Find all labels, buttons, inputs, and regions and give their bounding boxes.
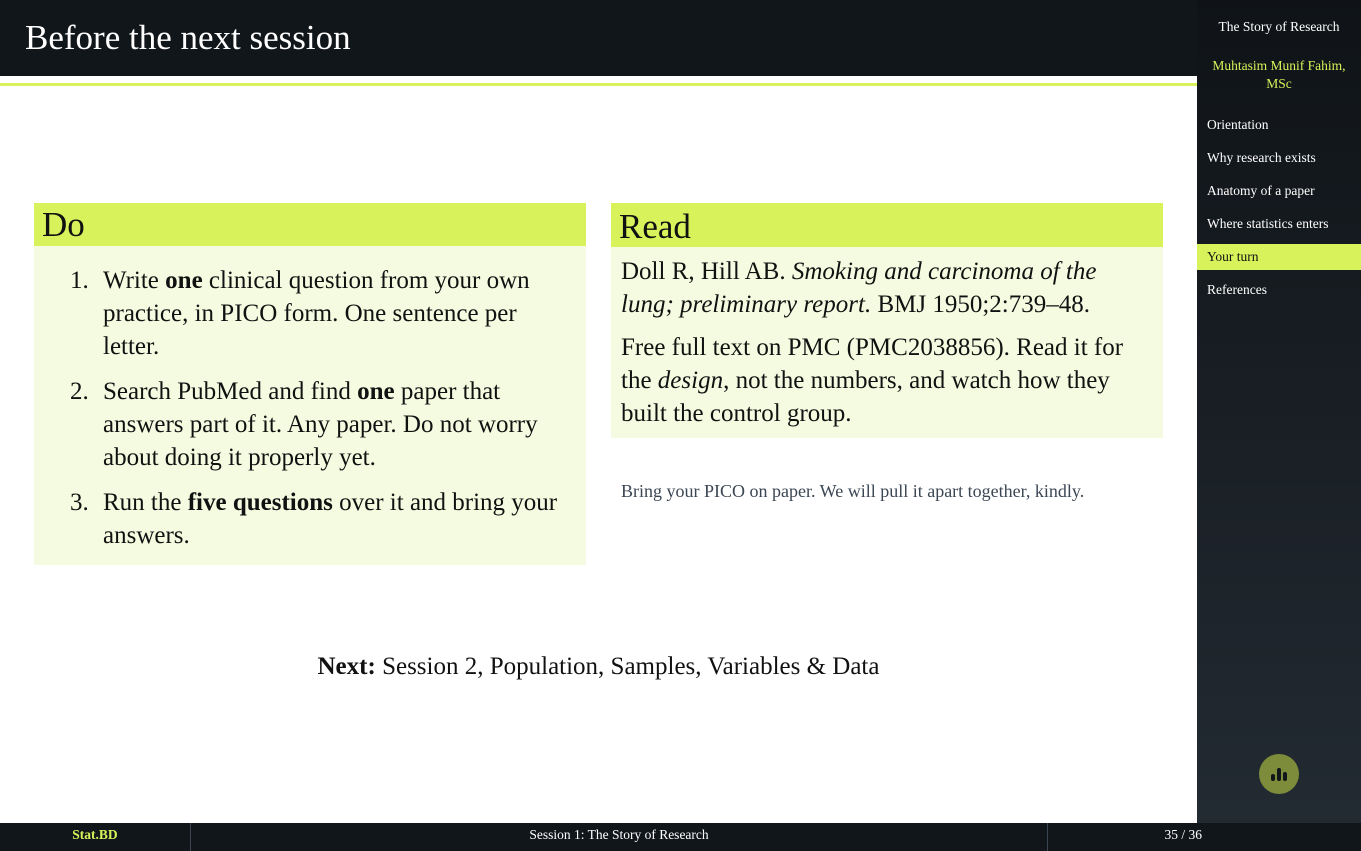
list-item [34,375,586,474]
header-divider [0,83,1197,86]
footer [0,823,1361,851]
list-item [34,486,586,552]
page-number: 35 / 36 [1164,827,1202,842]
read-text-emphasis: design [657,367,724,394]
do-block [34,203,586,565]
next-session [0,653,1197,681]
sidebar-presentation-title: The Story of Research [1218,19,1340,34]
sidebar-nav [1197,112,1361,310]
list-text: Search PubMed and find [103,378,358,405]
next-label: Next: [317,653,376,680]
read-block-body [611,247,1163,430]
list-number: 1. [70,267,89,294]
read-text: Free full text on PMC (PMC2038856). Read it for the [621,334,1124,394]
citation-authors: Doll R, Hill AB. [621,258,792,285]
list-text-bold: one [165,267,203,294]
do-list [34,264,586,552]
sidebar-item-references[interactable]: References [1207,282,1267,297]
sidebar-item-anatomy-of-a-paper[interactable]: Anatomy of a paper [1207,183,1315,198]
sidebar-item-where-statistics-enters[interactable]: Where statistics enters [1207,216,1329,231]
footer-brand: Stat.BD [0,823,191,851]
list-text: Write [103,267,166,294]
citation-title: Smoking and carcinoma of the lung; preliminary report. [621,258,1097,318]
sidebar-item-why-research-exists[interactable]: Why research exists [1207,150,1316,165]
sidebar-author: Muhtasim Munif Fahim, MSc [1212,58,1346,91]
list-number: 2. [70,378,89,405]
sidebar-item-your-turn[interactable]: Your turn [1197,244,1361,270]
read-text: , not the numbers, and watch how they built the control group. [621,367,1110,427]
list-text: clinical question from your own practice, in PICO form. One sentence per letter. [103,267,530,360]
list-text: Run the [103,489,188,516]
list-text-bold: one [357,378,395,405]
list-text: paper that answers part of it. Any paper. Do not worry about doing it properly yet. [103,378,538,471]
citation-journal: BMJ 1950;2:739–48. [871,291,1090,318]
read-block-heading: Read [611,203,1163,247]
read-block [611,203,1163,438]
sidebar [1197,0,1361,851]
do-block-heading: Do [34,203,586,246]
slide-title: Before the next session [25,18,351,57]
citation [621,255,1153,321]
pico-note: Bring your PICO on paper. We will pull it apart together, kindly. [621,481,1085,501]
footer-session-title: Session 1: The Story of Research [191,823,1048,851]
list-text-bold: five questions [187,489,333,516]
read-instructions [621,331,1153,430]
sidebar-item-orientation[interactable]: Orientation [1207,117,1269,132]
next-text: Session 2, Population, Samples, Variables & Data [375,653,880,680]
list-text: over it and bring your answers. [103,489,558,549]
list-number: 3. [70,489,89,516]
list-item [34,264,586,363]
slide-header [0,0,1197,76]
bar-chart-logo-icon [1259,754,1299,794]
